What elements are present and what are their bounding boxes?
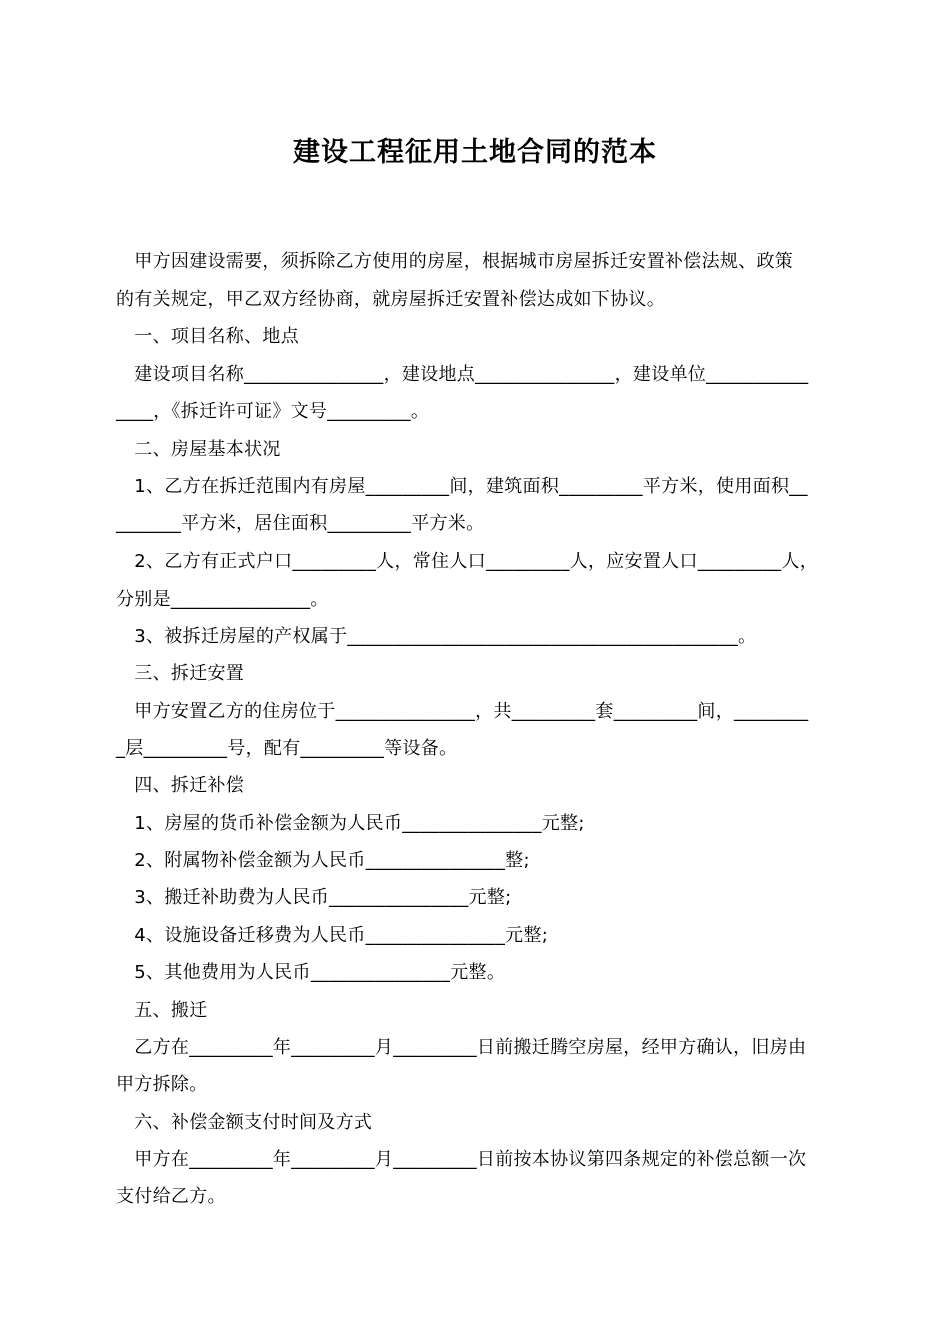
section-heading: 四、拆迁补偿: [116, 775, 245, 796]
paragraph-line: 甲方安置乙方的住房位于_______________，共_________套_________间，________: [116, 701, 809, 722]
paragraph-line: 分别是_______________。: [116, 589, 329, 610]
paragraph-line: 乙方在_________年_________月_________日前搬迁腾空房屋，经甲方确认，旧房由: [116, 1037, 807, 1058]
paragraph-line: 5、其他费用为人民币_______________元整。: [116, 962, 506, 983]
paragraph-line: 甲方在_________年_________月_________日前按本协议第四条规定的补偿总额一次: [116, 1149, 807, 1170]
paragraph-line: _层_________号，配有_________等设备。: [116, 738, 458, 759]
paragraph-line: 2、附属物补偿金额为人民币_______________整;: [116, 850, 530, 871]
section-heading: 三、拆迁安置: [116, 663, 245, 684]
section-heading: 一、项目名称、地点: [116, 326, 299, 347]
section-heading: 六、补偿金额支付时间及方式: [116, 1112, 373, 1133]
paragraph-line: ____，《拆迁许可证》文号_________。: [116, 401, 430, 422]
paragraph-line: 3、被拆迁房屋的产权属于__________________________________________。: [116, 626, 757, 647]
paragraph-line: 建设项目名称_______________，建设地点_______________，建设单位___________: [116, 364, 809, 385]
paragraph-line: _______平方米，居住面积_________平方米。: [116, 513, 485, 534]
paragraph-line: 支付给乙方。: [116, 1186, 226, 1207]
paragraph-line: 2、乙方有正式户口_________人，常住人口_________人，应安置人口_________人，: [116, 551, 819, 572]
document-title: 建设工程征用土地合同的范本: [293, 137, 657, 168]
paragraph-line: 1、房屋的货币补偿金额为人民币_______________元整;: [116, 813, 585, 834]
paragraph-line: 4、设施设备迁移费为人民币_______________元整;: [116, 925, 549, 946]
paragraph-line: 1、乙方在拆迁范围内有房屋_________间，建筑面积_________平方米，使用面积__: [116, 476, 808, 497]
paragraph-line: 甲方因建设需要，须拆除乙方使用的房屋，根据城市房屋拆迁安置补偿法规、政策: [116, 251, 794, 272]
paragraph-line: 的有关规定，甲乙双方经协商，就房屋拆迁安置补偿达成如下协议。: [116, 289, 665, 310]
paragraph-line: 甲方拆除。: [116, 1074, 208, 1095]
paragraph-line: 3、搬迁补助费为人民币_______________元整;: [116, 887, 512, 908]
section-heading: 二、房屋基本状况: [116, 439, 281, 460]
section-heading: 五、搬迁: [116, 1000, 208, 1021]
